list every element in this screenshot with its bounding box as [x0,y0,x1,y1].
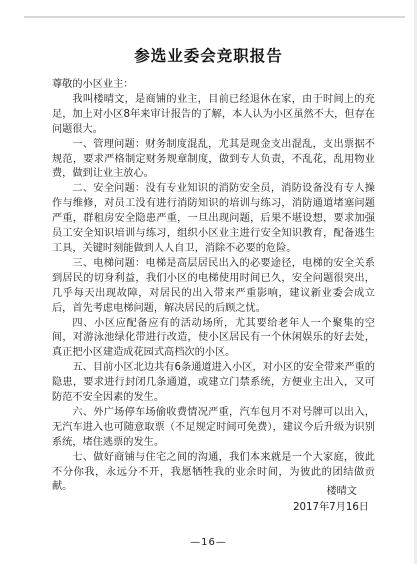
paragraph-safety: 二、安全问题：没有专业知识的消防安全员，消防设备没有专人操作与维修，对员工没有进行消防知识的培训与练习，消防通道堵塞问题严重，群租房安全隐患严重，一旦出现问题，后果不堪设想，要求加强员工安全知识培训与练习，组织小区业主进行安全知识教育，配备逃生工具，关键时刻能做到人人自卫，消除不必要的危险。 [52,183,375,254]
salutation: 尊敬的小区业主： [52,79,134,90]
paragraph-communication: 七、做好商铺与住宅之间的沟通，我们本来就是一个大家庭，彼此不分你我，永远分不开，我愿牺牲我的业余时间，为彼此的团结做贡献。 [52,451,375,493]
page-number: —16— [190,537,227,548]
paragraph-elevator: 三、电梯问题：电梯是高层居民出入的必要途径，电梯的安全关系到居民的切身利益，我们小区的电梯使用时间已久，安全问题很突出，几乎每天出现故障，对居民的出入带来严重影响，建议新业委会成立后，首先考虑电梯问题，解决居民的后顾之忧。 [52,257,375,314]
report-body [52,78,375,495]
page-top-rule [24,16,405,18]
paragraph-management: 一、管理问题：财务制度混乱，尤其是现金支出混乱，支出票据不规范，要求严格制定财务规章制度，做到专人负责，不乱花，乱用物业费，做到让业主放心。 [52,138,375,180]
document-title: 参选业委会竞职报告 [134,47,283,65]
signature-date: 2017年7月16日 [293,502,369,513]
paragraph-access-control: 五、目前小区北边共有6条通道进入小区，对小区的安全带来严重的隐患，要求进行封闭几条通道，或建立门禁系统，方便业主出入，又可防范不安全因素的发生。 [52,362,375,404]
paragraph-parking: 六、外广场停车场偷收费情况严重，汽车包月不对号牌可以出入，无汽车进入也可随意取票（不足规定时间可免费），建议今后升级为识别系统，堵住逃票的发生。 [52,406,375,448]
signature: 楼晴文 [326,486,357,497]
paragraph-intro: 我叫楼晴文，是商铺的业主，目前已经退休在家，由于时间上的充足，加上对小区8年来审计报告的了解，本人认为小区虽然不大，但存在问题很大。 [52,93,375,135]
paragraph-activity-space: 四、小区应配备应有的活动场所，尤其要给老年人一个聚集的空间，对游泳池绿化带进行改造，使小区居民有一个休闲娱乐的好去处，真正把小区建造成花园式高档次的小区。 [52,317,375,359]
